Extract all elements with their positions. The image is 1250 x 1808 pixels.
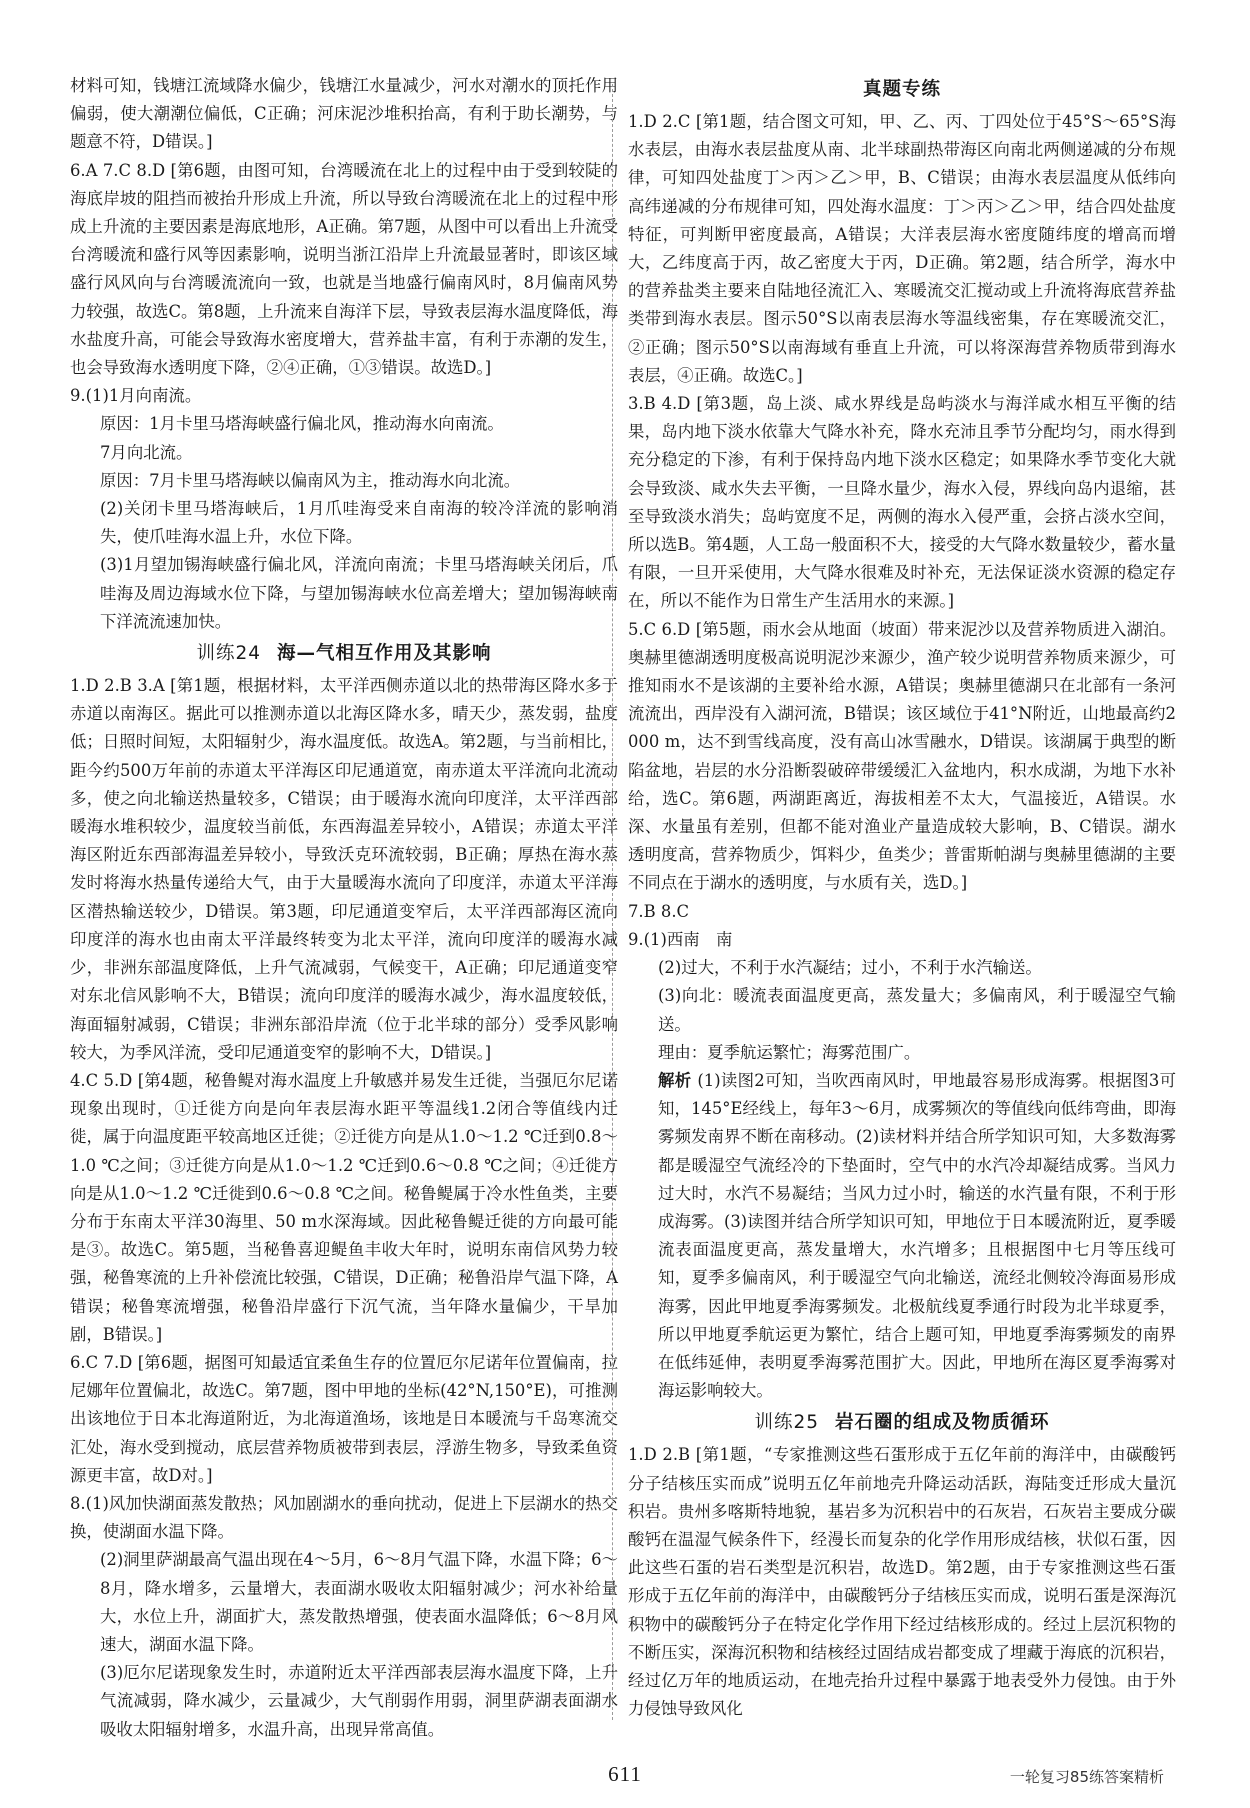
- answer-q6-8: 6.A 7.C 8.D [第6题，由图可知，台湾暖流在北上的过程中由于受到较陡的海底岸坡的阻挡而被抬升形成上升流，所以导致台湾暖流在北上的过程中形成上升流的主要因素是海底地形，A正确。第7题，从图中可以看出上升流受台湾暖流和盛行风等因素影响，说明当浙江沿岸上升流最显著时，即该区域盛行风风向与台湾暖流流向一致，也就是当地盛行偏南风时，8月偏南风势力较强，故选C。第8题，上升流来自海洋下层，导致表层海水温度降低，海水盐度升高，可能会导致海水密度增大，营养盐丰富，有利于赤潮的发生，也会导致海水透明度下降，②④正确，①③错误。故选D。]: [70, 160, 618, 378]
- analysis-label: 解析: [658, 1070, 692, 1090]
- answer-z3-4: 3.B 4.D [第3题，岛上淡、咸水界线是岛屿淡水与海洋咸水相互平衡的结果，岛内地下淡水依靠大气降水补充，降水充沛且季节分配均匀，雨水得到充分稳定的下渗，有利于保持岛内地下淡水区稳定；如果降水季节变化大就会导致淡、咸水失去平衡，一旦降水量少，海水入侵，界线向岛内退缩，甚至导致淡水消失；岛屿宽度不足，两侧的海水入侵严重，会挤占淡水空间，所以选B。第4题，人工岛一般面积不大，接受的大气降水数量较少，蓄水量有限，一旦开采使用，大气降水很难及时补充，无法保证淡水资源的稳定存在，所以不能作为日常生产生活用水的来源。]: [628, 394, 1176, 611]
- section-title: 真题专练: [862, 79, 941, 100]
- answer-q9-1-jul: 7月向北流。: [100, 442, 193, 462]
- paragraph-intro: 材料可知，钱塘江流域降水偏少，钱塘江水量减少，河水对潮水的顶托作用偏弱，使大潮潮位偏低，C正确；河床泥沙堆积抬高，有利于助长潮势，与题意不符，D错误。]: [70, 76, 618, 152]
- answer-z7-8: 7.B 8.C: [628, 901, 690, 921]
- section-heading-zhenti: [628, 74, 1176, 105]
- answer-q9-1: 9.(1)1月向南流。: [70, 386, 202, 406]
- answer-z9-reason: 理由：夏季航运繁忙；海雾范围广。: [658, 1042, 921, 1062]
- answer-q4-5: 4.C 5.D [第4题，秘鲁鳀对海水温度上升敏感并易发生迁徙，当强厄尔尼诺现象出现时，①迁徙方向是向年表层海水距平等温线1.2闭合等值线内迁徙，属于向温度距平较高地区迁徙；②迁徙方向是从1.0～1.2 ℃迁到0.8～1.0 ℃之间；③迁徙方向是从1.0～1.2 ℃迁到0.6～0.8 ℃之间；④迁徙方向是从1.0～1.2 ℃迁徙到0.6～0.8 ℃之间。秘鲁鳀属于冷水性鱼类，主要分布于东南太平洋30海里、50 m水深海域。因此秘鲁鳀迁徙的方向最可能是③。故选C。第5题，当秘鲁喜迎鳀鱼丰收大年时，说明东南信风势力较强，秘鲁寒流的上升补偿流比较强，C错误，D正确；秘鲁沿岸气温下降，A错误；秘鲁寒流增强，秘鲁沿岸盛行下沉气流，当年降水量偏少，干旱加剧，B错误。]: [70, 1070, 618, 1344]
- answer-q9-2: (2)关闭卡里马塔海峡后，1月爪哇海受来自南海的较冷洋流的影响消失，使爪哇海水温上升，水位下降。: [100, 499, 618, 547]
- answer-q9-1-reason-jan: 原因：1月卡里马塔海峡盛行偏北风，推动海水向南流。: [100, 414, 504, 434]
- answer-q8-2: (2)洞里萨湖最高气温出现在4～5月，6～8月气温下降，水温下降；6～8月，降水增多，云量增大，表面湖水吸收太阳辐射减少；河水补给量大，水位上升，湖面扩大，蒸发散热增强，使表面水温降低；6～8月风速大，湖面水温下降。: [100, 1550, 618, 1654]
- section-heading-25: [628, 1407, 1176, 1438]
- footer-series-title: 一轮复习85练答案精析: [1009, 1768, 1164, 1786]
- section-heading-24: [70, 638, 618, 669]
- column-divider: [612, 84, 613, 1720]
- section-number: 训练24: [196, 643, 262, 665]
- answer-q8-3: (3)厄尔尼诺现象发生时，赤道附近太平洋西部表层海水温度下降，上升气流减弱，降水减少，云量减少，大气削弱作用弱，洞里萨湖表面湖水吸收太阳辐射增多，水温升高，出现异常高值。: [100, 1663, 618, 1739]
- answer-q6-7: 6.C 7.D [第6题，据图可知最适宜柔鱼生存的位置厄尔尼诺年位置偏南，拉尼娜年位置偏北，故选C。第7题，图中甲地的坐标(42°N,150°E)，可推测出该地位于日本北海道附近，为北海道渔场，该地是日本暖流与千岛寒流交汇处，海水受到搅动，底层营养物质被带到表层，浮游生物多，导致柔鱼资源更丰富，故D对。]: [70, 1352, 618, 1485]
- answer-q9-1-reason-jul: 原因：7月卡里马塔海峡以偏南风为主，推动海水向北流。: [100, 470, 521, 490]
- section-title: 海—气相互作用及其影响: [277, 643, 492, 665]
- answer-q9-3: (3)1月望加锡海峡盛行偏北风，洋流向南流；卡里马塔海峡关闭后，爪哇海及周边海域水位下降，与望加锡海峡水位高差增大；望加锡海峡南下洋流流速加快。: [100, 555, 618, 631]
- analysis-paragraph: [628, 1067, 1176, 1405]
- answer-z1-2: 1.D 2.C [第1题，结合图文可知，甲、乙、丙、丁四处位于45°S～65°S海水表层，由海水表层盐度从南、北半球副热带海区向南北两侧递减的分布规律，可知四处盐度丁＞丙＞乙＞甲，B、C错误；由海水表层温度从低纬向高纬递减的分布规律可知，四处海水温度：丁＞丙＞乙＞甲，结合四处盐度特征，可判断甲密度最高，A错误；大洋表层海水密度随纬度的增高而增大，乙纬度高于丙，故乙密度大于丙，D正确。第2题，结合所学，海水中的营养盐类主要来自陆地径流汇入、寒暖流交汇搅动或上升流将海底营养盐类带到海水表层。图示50°S以南表层海水等温线密集，存在寒暖流交汇，②正确；图示50°S以南海域有垂直上升流，可以将深海营养物质带到海水表层，④正确。故选C。]: [628, 112, 1176, 385]
- answer-y1-2: 1.D 2.B [第1题，“专家推测这些石蛋形成于五亿年前的海洋中，由碳酸钙分子结核压实而成”说明五亿年前地壳升降运动活跃，海陆变迁形成大量沉积岩。贵州多喀斯特地貌，基岩多为沉积岩中的石灰岩，石灰岩主要成分碳酸钙在温湿气候条件下，经漫长而复杂的化学作用形成结核，状似石蛋，因此这些石蛋的岩石类型是沉积岩，故选D。第2题，由于专家推测这些石蛋形成于五亿年前的海洋中，由碳酸钙分子结核压实而成，说明石蛋是深海沉积物中的碳酸钙分子在特定化学作用下经过结核形成的。经过上层沉积物的不断压实，深海沉积物和结核经过固结成岩都变成了埋藏于海底的沉积岩，经过亿万年的地质运动，在地壳抬升过程中暴露于地表受外力侵蚀。由于外力侵蚀导致风化: [628, 1445, 1176, 1719]
- section-number: 训练25: [754, 1412, 820, 1434]
- left-column: [70, 72, 618, 1744]
- section-title: 岩石圈的组成及物质循环: [835, 1412, 1050, 1434]
- analysis-text: (1)读图2可知，当吹西南风时，甲地最容易形成海雾。根据图3可知，145°E经线上，每年3～6月，成雾频次的等值线向低纬弯曲，即海雾频发南界不断在南移动。(2)读材料并结合所学知识可知，大多数海雾都是暖湿空气流经冷的下垫面时，空气中的水汽冷却凝结成雾。当风力过大时，水汽不易凝结；当风力过小时，输送的水汽量有限，不利于形成海雾。(3)读图并结合所学知识可知，甲地位于日本暖流附近，夏季暖流表面温度更高，蒸发量增大，水汽增多；且根据图中七月等压线可知，夏季多偏南风，利于暖湿空气向北输送，流经北侧较冷海面易形成海雾，因此甲地夏季海雾频发。北极航线夏季通行时段为北半球夏季，所以甲地夏季航运更为繁忙，结合上题可知，甲地夏季海雾频发的南界在低纬延伸，表明夏季海雾范围扩大。因此，甲地所在海区夏季海雾对海运影响较大。: [658, 1070, 1177, 1401]
- answer-z9-2: (2)过大，不利于水汽凝结；过小，不利于水汽输送。: [658, 958, 1042, 978]
- answer-z9-1: 9.(1)西南 南: [628, 929, 733, 949]
- answer-z5-6: 5.C 6.D [第5题，雨水会从地面（坡面）带来泥沙以及营养物质进入湖泊。奥赫里德湖透明度极高说明泥沙来源少，渔产较少说明营养物质来源少，可推知雨水不是该湖的主要补给水源，A错误；奥赫里德湖只在北部有一条河流流出，西岸没有入湖河流，B错误；该区域位于41°N附近，山地最高约2 000 m，达不到雪线高度，没有高山冰雪融水，D错误。该湖属于典型的断陷盆地，岩层的水分沿断裂破碎带缓缓汇入盆地内，积水成湖，为地下水补给，选C。第6题，两湖距离近，海拔相差不太大，气温接近，A错误。水深、水量虽有差别，但都不能对渔业产量造成较大影响，B、C错误。湖水透明度高，营养物质少，饵料少，鱼类少；普雷斯帕湖与奥赫里德湖的主要不同点在于湖水的透明度，与水质有关，选D。]: [628, 619, 1176, 893]
- answer-q1-3: 1.D 2.B 3.A [第1题，根据材料，太平洋西侧赤道以北的热带海区降水多于赤道以南海区。据此可以推测赤道以北海区降水多，晴天少，蒸发弱，盐度低；日照时间短，太阳辐射少，海水温度低。故选A。第2题，与当前相比，距今约500万年前的赤道太平洋海区印尼通道宽，南赤道太平洋流向北流动多，使之向北输送热量较多，C错误；由于暖海水流向印度洋，太平洋西部暖海水堆积较少，温度较当前低，东西海温差异较小，A错误；赤道太平洋海区附近东西部海温差异较小，导致沃克环流较弱，B正确；厚热在海水蒸发时将海水热量传递给大气，由于大量暖海水流向了印度洋，赤道太平洋海区潜热输送较少，D错误。第3题，印尼通道变窄后，太平洋西部海区流向印度洋的海水也由南太平洋最终转变为北太平洋，流向印度洋的暖海水减少，非洲东部温度降低，上升气流减弱，气候变干，A正确；印尼通道变窄对东北信风影响不大，B错误；流向印度洋的暖海水减少，海水温度较低，海面辐射减弱，C错误；非洲东部沿岸流（位于北半球的部分）受季风影响较大，为季风洋流，受印尼通道变窄的影响不大，D错误。]: [70, 676, 618, 1062]
- page-number: 611: [608, 1762, 642, 1786]
- right-column: [628, 72, 1176, 1723]
- answer-z9-3: (3)向北：暖流表面温度更高，蒸发量大；多偏南风，利于暖湿空气输送。: [658, 986, 1176, 1034]
- answer-q8-1: 8.(1)风加快湖面蒸发散热；风加剧湖水的垂向扰动，促进上下层湖水的热交换，使湖面水温下降。: [70, 1493, 618, 1542]
